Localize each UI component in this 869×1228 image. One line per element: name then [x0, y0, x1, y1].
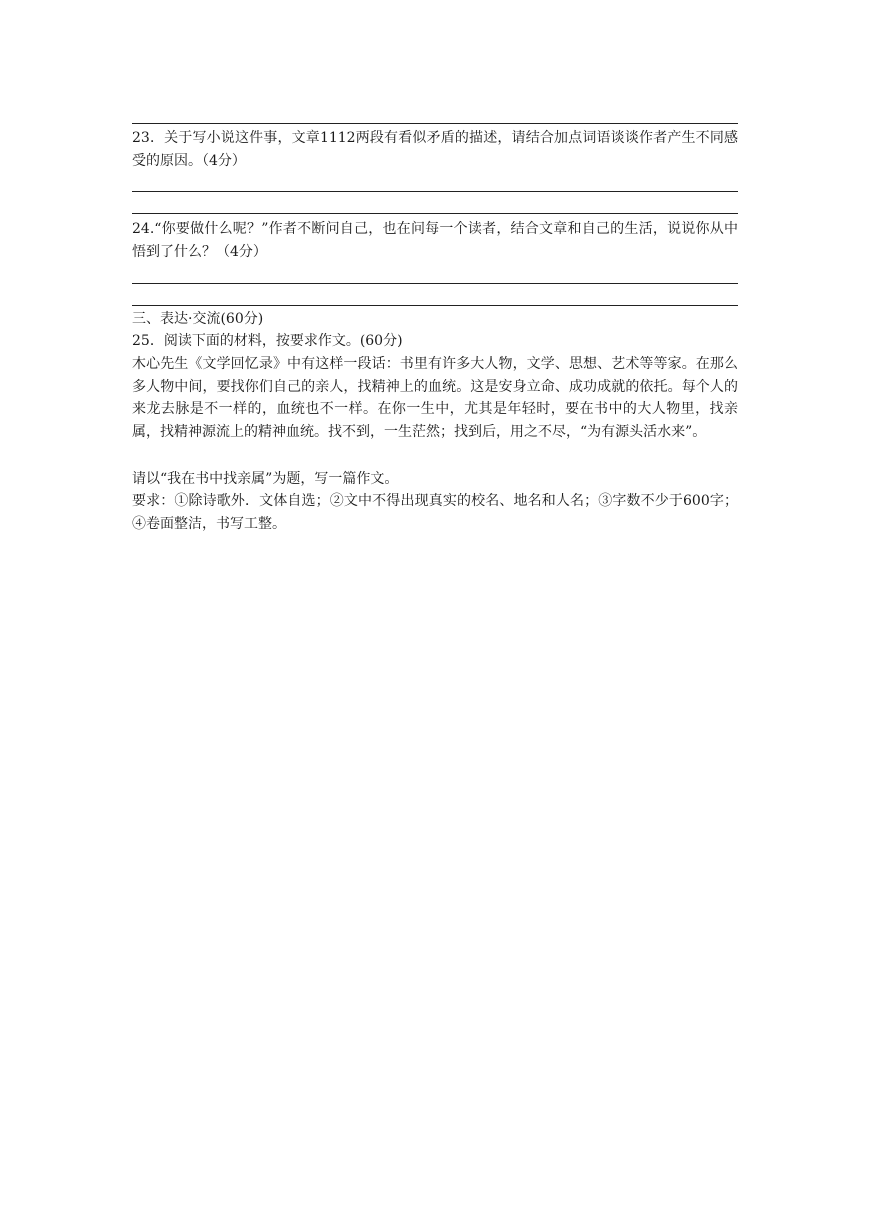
essay-requirements: 要求：①除诗歌外．文体自选；②文中不得出现真实的校名、地名和人名；③字数不少于600字；④卷面整洁，书写工整。 — [132, 493, 738, 532]
answer-line — [132, 305, 738, 306]
answer-line — [132, 283, 738, 284]
essay-material: 木心先生《文学回忆录》中有这样一段话：书里有许多大人物，文学、思想、艺术等等家。在那么多人物中间，要找你们自己的亲人，找精神上的血统。这是安身立命、成功成就的依托。每个人的来龙去脉是不一样的，血统也不一样。在你一生中，尤其是年轻时，要在书中的大人物里，找亲属，找精神源流上的精神血统。找不到，一生茫然；找到后，用之不尽，“为有源头活水来”。 — [132, 356, 738, 440]
question-23: 23．关于写小说这件事，文章1112两段有看似矛盾的描述，请结合加点词语谈谈作者产生不同感受的原因。（4分） — [132, 130, 738, 169]
question-25-prompt: 25．阅读下面的材料，按要求作文。(60分) — [132, 333, 403, 349]
answer-line — [132, 191, 738, 192]
answer-line — [132, 213, 738, 214]
section-heading: 三、表达·交流(60分) — [132, 311, 264, 327]
question-24: 24.“你要做什么呢？”作者不断问自己，也在问每一个读者，结合文章和自己的生活，说说你从中悟到了什么？（4分） — [132, 221, 738, 260]
essay-title-instruction: 请以“我在书中找亲属”为题，写一篇作文。 — [132, 471, 399, 487]
answer-line — [132, 123, 738, 124]
